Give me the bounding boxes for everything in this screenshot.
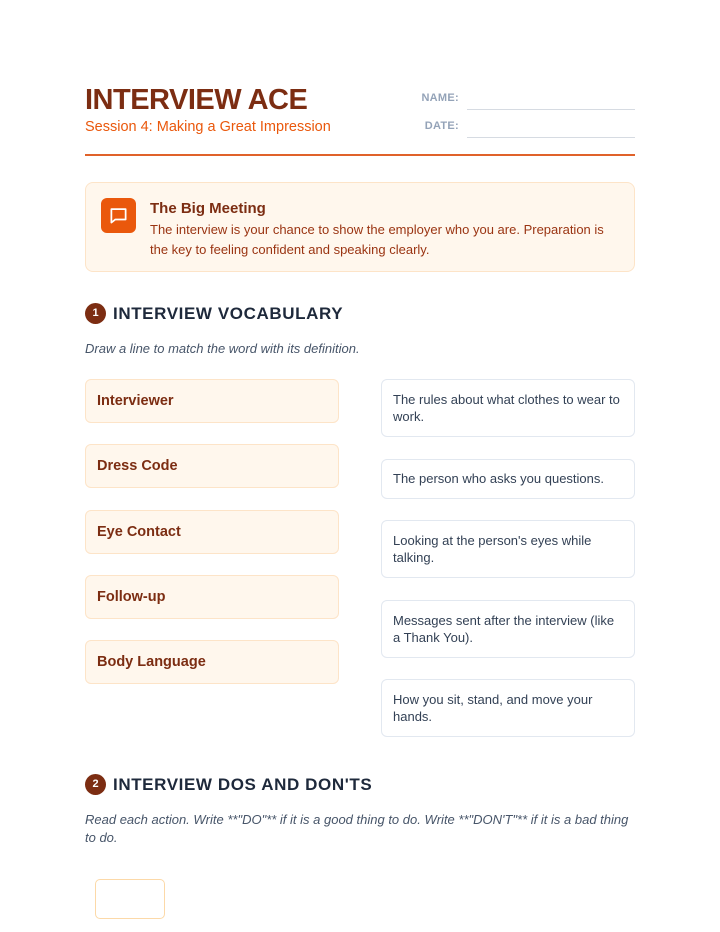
vocab-definition[interactable]: Messages sent after the interview (like a Thank You). [381,600,635,658]
page-title: INTERVIEW ACE [85,84,308,116]
vocab-word[interactable]: Interviewer [85,379,339,423]
answer-box[interactable] [95,879,165,919]
info-callout [85,182,635,272]
section-2-instruction: Read each action. Write **"DO"** if it is a good thing to do. Write **"DON'T"** if it is a bad thing to do. [85,812,629,845]
section-number: 2 [85,774,106,795]
vocab-word[interactable]: Dress Code [85,444,339,488]
vocab-word[interactable]: Follow-up [85,575,339,619]
vocab-definition[interactable]: The rules about what clothes to wear to work. [381,379,635,437]
name-label: NAME: [421,92,459,104]
section-title: INTERVIEW DOS AND DON'TS [113,775,373,794]
vocab-word[interactable]: Body Language [85,640,339,684]
callout-text: The interview is your chance to show the employer who you are. Preparation is the key to feeling confident and speaking clearly. [150,222,604,257]
date-line[interactable] [467,137,635,138]
name-field[interactable] [405,86,635,110]
callout-title: The Big Meeting [150,200,266,217]
section-number: 1 [85,303,106,324]
section-1-instruction: Draw a line to match the word with its definition. [85,341,360,356]
page-subtitle: Session 4: Making a Great Impression [85,119,331,135]
section-title: INTERVIEW VOCABULARY [113,304,344,323]
header [85,82,635,156]
vocab-definition[interactable]: The person who asks you questions. [381,459,635,499]
name-line[interactable] [467,109,635,110]
chat-bubble-icon [101,198,136,233]
date-field[interactable] [405,114,635,138]
vocab-definition[interactable]: How you sit, stand, and move your hands. [381,679,635,737]
vocab-definition[interactable]: Looking at the person's eyes while talking. [381,520,635,578]
date-label: DATE: [424,120,459,132]
vocab-word[interactable]: Eye Contact [85,510,339,554]
